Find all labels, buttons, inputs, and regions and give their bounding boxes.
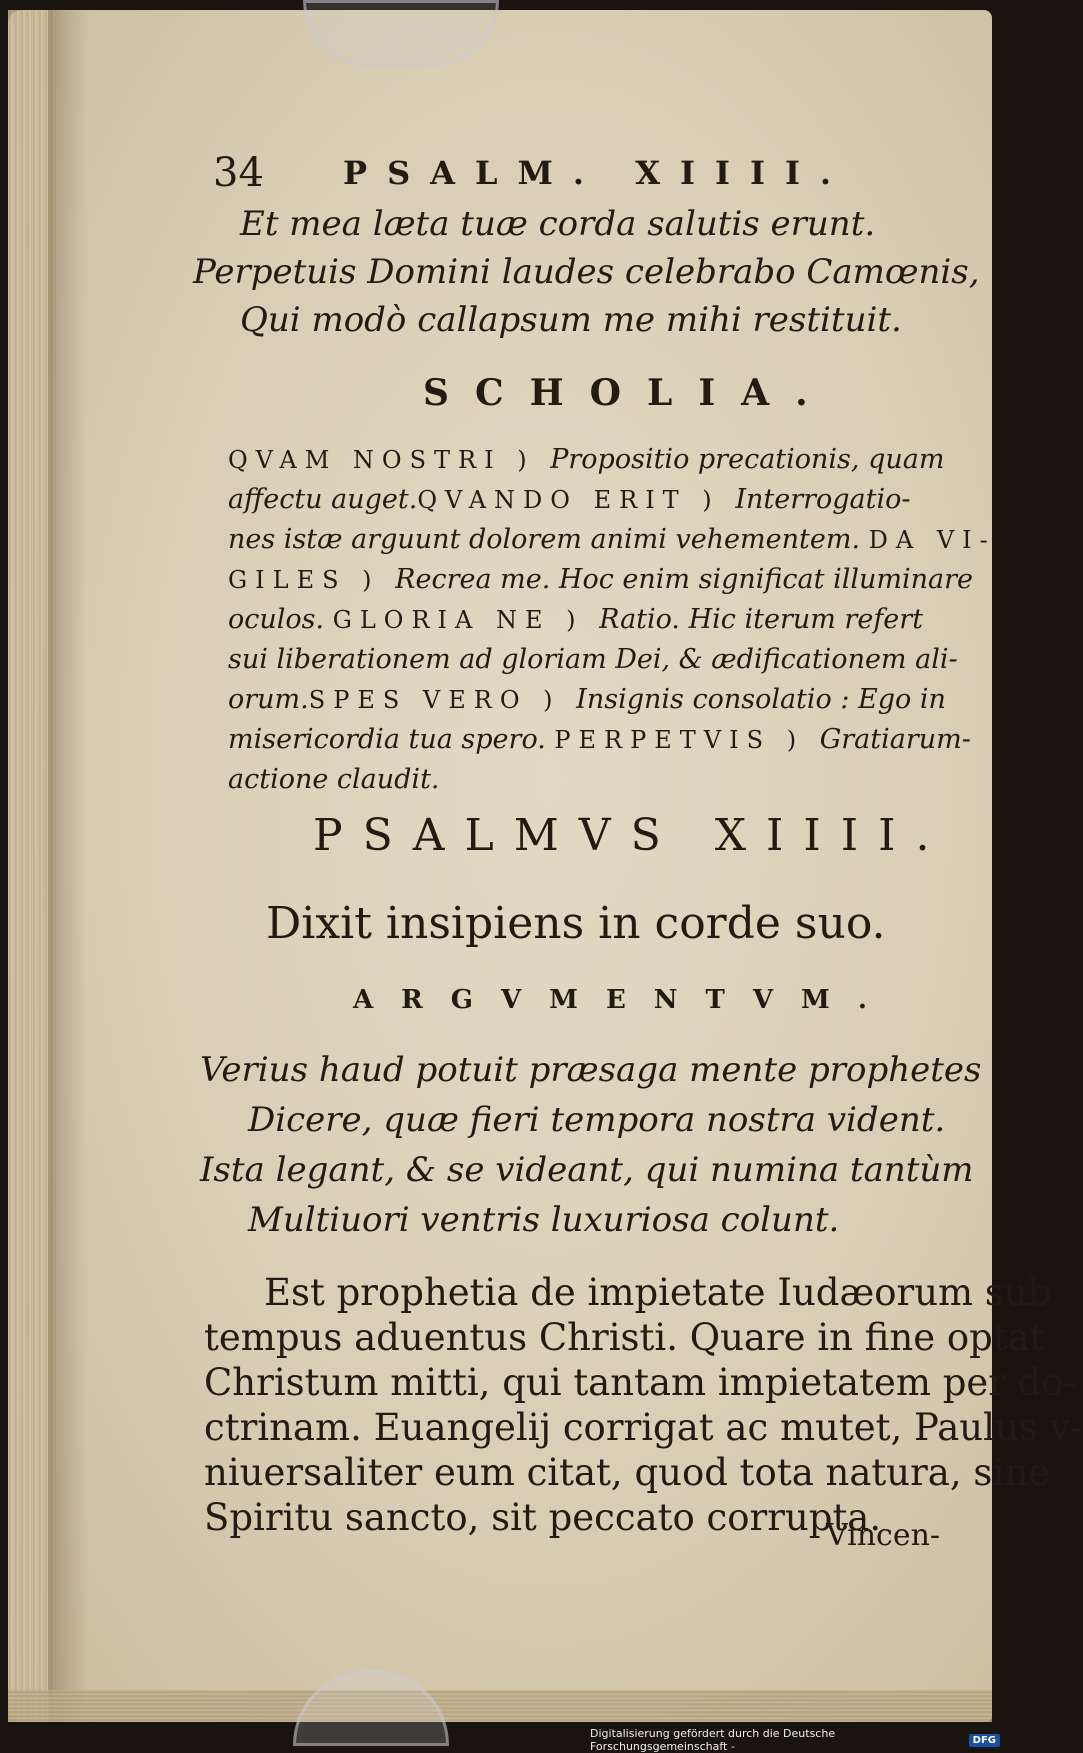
scholia-lemma: QVAM NOSTRI ) <box>228 446 551 474</box>
scholia-body <box>228 440 996 800</box>
scholia-gloss: oculos. <box>228 604 333 635</box>
argument-verse-line: Multiuori ventris luxuriosa colunt. <box>248 1200 840 1240</box>
scholia-gloss: Gratiarum- <box>819 724 971 755</box>
scholia-line <box>228 680 948 720</box>
scholia-line <box>228 640 958 680</box>
scholia-lemma: GILES ) <box>228 566 396 594</box>
body-line: tempus aduentus Christi. Quare in fine optat <box>204 1316 1045 1359</box>
book-clip-bottom <box>293 1670 449 1746</box>
running-head: PSALM. XIIII. <box>343 154 852 192</box>
scholia-gloss: actione claudit. <box>228 764 440 795</box>
verse-line: Et mea læta tuæ corda salutis erunt. <box>240 204 876 244</box>
dfg-logo: DFG <box>969 1734 1000 1747</box>
psalm-title: PSALMVS XIIII. <box>313 810 950 861</box>
psalm-incipit: Dixit insipiens in corde suo. <box>266 898 886 949</box>
scholia-gloss: Interrogatio- <box>735 484 911 515</box>
catchword: Vincen- <box>826 1518 941 1553</box>
scholia-gloss: nes istæ arguunt dolorem animi vehementem. <box>228 524 869 555</box>
scholia-gloss: Insignis consolatio : Ego in <box>576 684 946 715</box>
scholia-line <box>228 520 996 560</box>
gutter-shadow <box>48 10 88 1722</box>
body-line: niuersaliter eum citat, quod tota natura, sine <box>204 1451 1050 1494</box>
scholia-line <box>228 440 948 480</box>
scholia-lemma: PERPETVIS ) <box>554 726 820 754</box>
page-number: 34 <box>213 150 264 196</box>
body-line: Christum mitti, qui tantam impietatem per do- <box>204 1361 1077 1404</box>
scholia-gloss: Recrea me. Hoc enim significat illuminare <box>395 564 973 595</box>
scholia-lemma: GLORIA NE ) <box>332 606 600 634</box>
scholia-line <box>228 600 948 640</box>
argument-title: ARGVMENTVM. <box>353 985 895 1015</box>
scholia-line <box>228 480 948 520</box>
scholia-gloss: affectu auget. <box>228 484 418 515</box>
scholia-lemma: DA VI- <box>868 526 996 554</box>
scholia-gloss: sui liberationem ad gloriam Dei, & ædificationem ali- <box>228 644 958 675</box>
scholia-line <box>228 720 971 760</box>
argument-verse-line: Verius haud potuit præsaga mente prophetes <box>200 1050 982 1090</box>
book-page <box>8 10 1083 1722</box>
scholia-gloss: Ratio. Hic iterum refert <box>599 604 924 635</box>
verse-line: Qui modò callapsum me mihi restituit. <box>240 300 902 340</box>
argument-verse-line: Ista legant, & se videant, qui numina tantùm <box>200 1150 974 1190</box>
digitization-footer <box>590 1727 1000 1753</box>
bottom-page-edges <box>8 1690 992 1722</box>
body-line: ctrinam. Euangelij corrigat ac mutet, Paulus v- <box>204 1406 1083 1449</box>
body-line: Est prophetia de impietate Iudæorum sub <box>264 1271 1052 1314</box>
footer-credit-text: Digitalisierung gefördert durch die Deutsche Forschungsgemeinschaft - <box>590 1727 836 1753</box>
scholia-gloss: Propositio precationis, quam <box>550 444 945 475</box>
body-paragraph <box>204 1270 1083 1540</box>
scholia-line <box>228 760 948 800</box>
scholia-line <box>228 560 973 600</box>
scholia-lemma: SPES VERO ) <box>308 686 577 714</box>
scholia-title: SCHOLIA. <box>423 372 834 414</box>
body-line: Spiritu sancto, sit peccato corrupta. <box>204 1496 882 1539</box>
book-clip-top <box>303 0 499 66</box>
verse-line: Perpetuis Domini laudes celebrabo Camœnis, <box>193 252 980 292</box>
scholia-gloss: orum. <box>228 684 309 715</box>
argument-verse-line: Dicere, quæ fieri tempora nostra vident. <box>248 1100 946 1140</box>
scholia-gloss: misericordia tua spero. <box>228 724 555 755</box>
scholia-lemma: QVANDO ERIT ) <box>417 486 736 514</box>
